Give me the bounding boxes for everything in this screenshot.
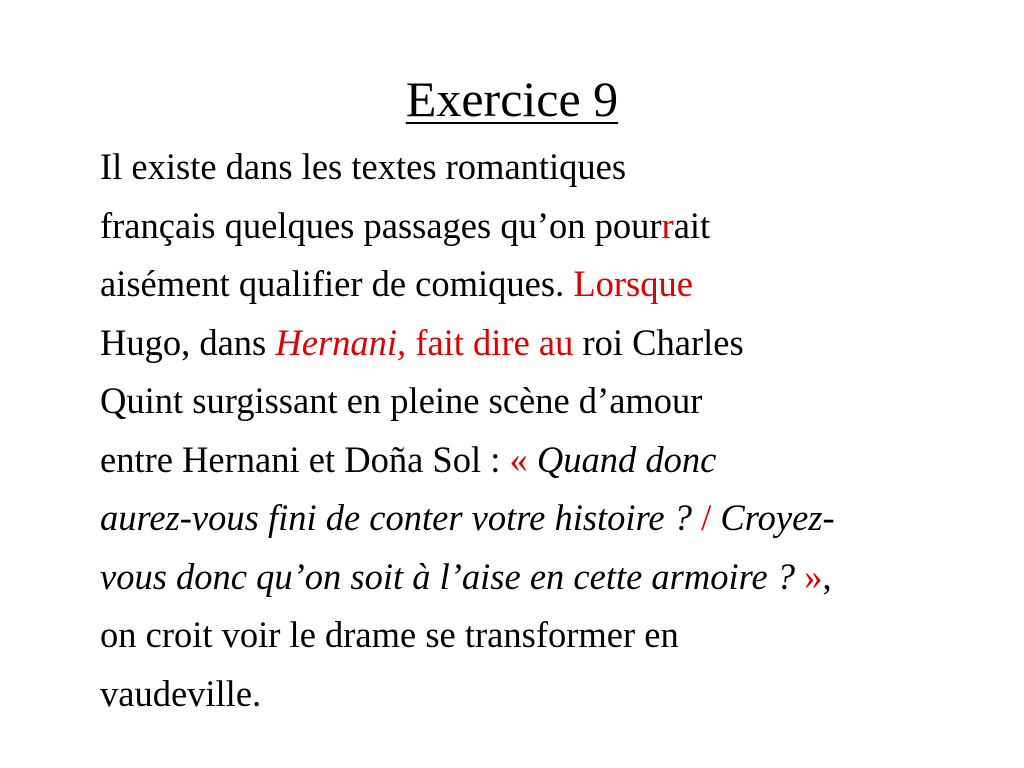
text-run: aisément qualifier de comiques. <box>100 263 574 304</box>
text-line-1 <box>100 138 980 197</box>
text-run: Hugo, dans <box>100 321 276 363</box>
text-line-8 <box>100 548 980 607</box>
text-line-6 <box>100 431 980 490</box>
text-run: entre Hernani et Doña Sol : <box>100 438 510 480</box>
text-line-2 <box>100 197 980 256</box>
quote-text: Quand donc <box>536 438 717 480</box>
text-line-5 <box>100 372 980 431</box>
slide-title <box>0 64 1024 134</box>
opening-guillemet: « <box>509 438 537 480</box>
text-line-3 <box>100 255 980 314</box>
quote-text: aurez-vous fini de conter votre histoire ? <box>100 497 702 538</box>
highlighted-title-hernani: Hernani, <box>275 321 407 363</box>
text-run: ait <box>673 204 711 246</box>
text-line-7 <box>100 489 980 548</box>
highlighted-phrase: fait dire au <box>406 321 574 363</box>
quote-text: Croyez- <box>711 497 835 538</box>
text-run: roi Charles <box>573 321 744 363</box>
slide-title-text: Exercice 9 <box>405 71 619 127</box>
text-run: , <box>822 555 832 597</box>
quote-text: vous donc qu’on soit à l’aise en cette armoire ? <box>100 555 805 597</box>
text-line-10 <box>100 665 980 724</box>
text-run: français quelques passages qu’on pour <box>100 204 662 246</box>
slide-body-paragraph <box>100 138 980 723</box>
text-line-4 <box>100 314 980 373</box>
closing-guillemet: » <box>804 555 823 597</box>
text-run: on croit voir le drame se transformer en <box>100 614 679 655</box>
text-run: vaudeville. <box>100 672 262 714</box>
highlighted-word: Lorsque <box>573 263 693 304</box>
text-run: Il existe dans les textes romantiques <box>100 146 627 187</box>
text-run: Quint surgissant en pleine scène d’amour <box>100 380 703 421</box>
highlighted-letter: r <box>661 204 674 246</box>
verse-separator: / <box>701 497 712 538</box>
text-line-9 <box>100 606 980 665</box>
